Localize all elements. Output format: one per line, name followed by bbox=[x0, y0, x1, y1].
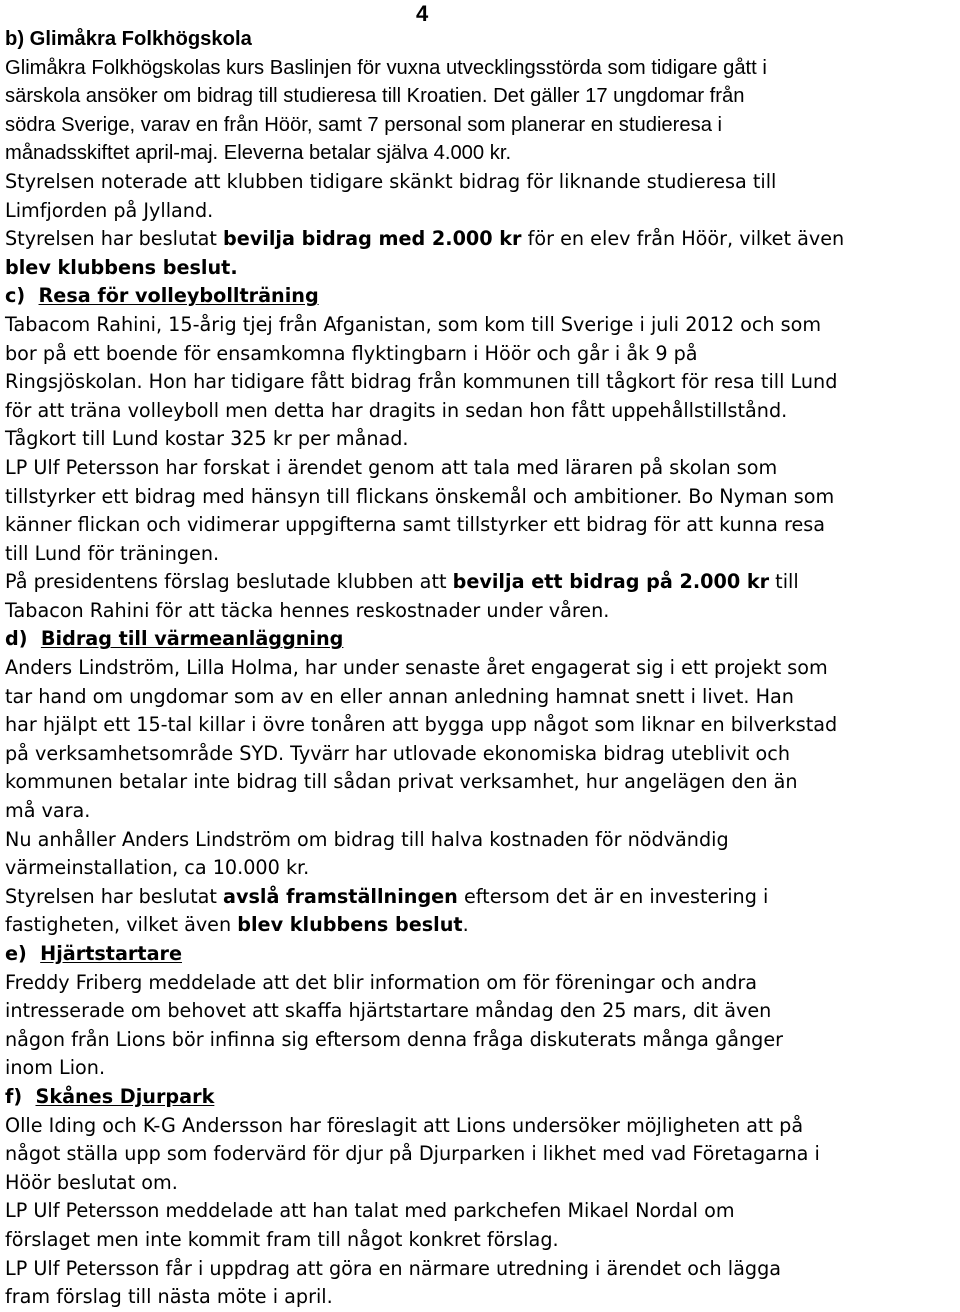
section-e-line: intresserade om behovet att skaffa hjärtstartare måndag den 25 mars, dit även bbox=[5, 999, 772, 1023]
section-c-line: till Lund för träningen. bbox=[5, 541, 220, 565]
section-b-note: Styrelsen noterade att klubben tidigare skänkt bidrag för liknande studieresa till bbox=[5, 169, 777, 193]
section-f-line: Olle Iding och K-G Andersson har föreslagit att Lions undersöker möjligheten att på bbox=[5, 1113, 804, 1137]
heading-title: Bidrag till värmeanläggning bbox=[40, 627, 344, 651]
section-c-line: känner flickan och vidimerar uppgifterna samt tillstyrker ett bidrag för att kunna resa bbox=[5, 513, 826, 537]
decision-bold: bevilja bidrag med 2.000 kr bbox=[223, 227, 522, 251]
decision-text: Styrelsen har beslutat bbox=[5, 227, 224, 251]
section-d-decision-end bbox=[5, 911, 960, 940]
heading-label: d) bbox=[5, 627, 28, 651]
section-c-line: LP Ulf Petersson har forskat i ärendet genom att tala med läraren på skolan som bbox=[5, 455, 778, 479]
section-b-line: Glimåkra Folkhögskolas kurs Baslinjen för vuxna utvecklingsstörda som tidigare gått i bbox=[5, 56, 767, 79]
heading-label: c) bbox=[5, 284, 26, 308]
section-f-line: något ställa upp som fodervärd för djur på Djurparken i likhet med vad Företagarna i bbox=[5, 1142, 820, 1166]
section-f-line: Höör beslutat om. bbox=[5, 1170, 178, 1194]
page-number: 4 bbox=[416, 1, 429, 26]
section-f-line: LP Ulf Petersson får i uppdrag att göra en närmare utredning i ärendet och lägga bbox=[5, 1256, 782, 1280]
section-b-decision bbox=[5, 225, 960, 254]
section-d-line: kommunen betalar inte bidrag till sådan privat verksamhet, hur angelägen den än bbox=[5, 770, 798, 794]
decision-bold: bevilja ett bidrag på 2.000 kr bbox=[452, 570, 770, 594]
document-body bbox=[5, 25, 960, 1312]
decision-text: till bbox=[769, 570, 799, 594]
heading-label: e) bbox=[5, 942, 27, 965]
decision-text: eftersom det är en investering i bbox=[457, 884, 769, 908]
section-d-line: tar hand om ungdomar som av en eller annan anledning hamnat snett i livet. Han bbox=[5, 684, 794, 708]
section-c-line: bor på ett boende för ensamkomna flyktingbarn i Höör och går i åk 9 på bbox=[5, 341, 698, 365]
section-c-line: Tabacom Rahini, 15-årig tjej från Afganistan, som kom till Sverige i juli 2012 och som bbox=[5, 312, 822, 336]
decision-text: fastigheten, vilket även bbox=[5, 913, 238, 937]
decision-text: . bbox=[462, 913, 469, 937]
section-b-decision-end: blev klubbens beslut. bbox=[5, 255, 238, 279]
section-c-line: Tågkort till Lund kostar 325 kr per månad. bbox=[5, 427, 409, 451]
section-f-heading bbox=[5, 1083, 960, 1112]
section-f-line: LP Ulf Petersson meddelade att han talat med parkchefen Mikael Nordal om bbox=[5, 1199, 735, 1223]
section-b-heading: b) Glimåkra Folkhögskola bbox=[5, 28, 252, 50]
section-c-line: Ringsjöskolan. Hon har tidigare fått bidrag från kommunen till tågkort för resa till Lund bbox=[5, 370, 838, 394]
decision-bold: avslå framställningen bbox=[223, 884, 458, 908]
section-e-line: inom Lion. bbox=[5, 1056, 106, 1080]
section-d-line: på verksamhetsområde SYD. Tyvärr har utlovade ekonomiska bidrag uteblivit och bbox=[5, 741, 790, 765]
heading-title: Resa för volleybollträning bbox=[38, 284, 319, 308]
heading-title: Skånes Djurpark bbox=[35, 1084, 215, 1108]
heading-label: f) bbox=[5, 1084, 23, 1108]
section-d-heading bbox=[5, 625, 960, 654]
section-b-line: särskola ansöker om bidrag till studieresa till Kroatien. Det gäller 17 ungdomar från bbox=[5, 85, 745, 108]
section-c-line: tillstyrker ett bidrag med hänsyn till flickans önskemål och ambitioner. Bo Nyman som bbox=[5, 484, 835, 508]
section-b-line: södra Sverige, varav en från Höör, samt 7 personal som planerar en studieresa i bbox=[5, 113, 723, 136]
decision-text: På presidentens förslag beslutade klubben att bbox=[5, 570, 453, 594]
section-d-line: värmeinstallation, ca 10.000 kr. bbox=[5, 856, 310, 880]
section-d-decision bbox=[5, 883, 960, 912]
heading-title: Hjärtstartare bbox=[40, 942, 182, 965]
section-d-line: Anders Lindström, Lilla Holma, har under senaste året engagerat sig i ett projekt som bbox=[5, 656, 828, 680]
section-c-line: för att träna volleyboll men detta har dragits in sedan hon fått uppehållstillstånd. bbox=[5, 398, 788, 422]
section-f-line: fram förslag till nästa möte i april. bbox=[5, 1285, 333, 1309]
section-e-heading bbox=[5, 940, 960, 969]
decision-bold: blev klubbens beslut bbox=[237, 913, 463, 937]
section-d-line: har hjälpt ett 15-tal killar i övre tonåren att bygga upp något som liknar en bilverkstad bbox=[5, 713, 838, 737]
decision-text: för en elev från Höör, vilket även bbox=[521, 227, 845, 251]
section-c-heading bbox=[5, 282, 960, 311]
decision-text: Styrelsen har beslutat bbox=[5, 884, 224, 908]
section-c-decision bbox=[5, 568, 960, 597]
section-e-line: någon från Lions bör infinna sig eftersom denna fråga diskuterats många gånger bbox=[5, 1027, 784, 1051]
section-b-line: månadsskiftet april-maj. Eleverna betalar själva 4.000 kr. bbox=[5, 142, 512, 165]
section-e-line: Freddy Friberg meddelade att det blir information om för föreningar och andra bbox=[5, 970, 758, 994]
section-f-line: förslaget men inte kommit fram till något konkret förslag. bbox=[5, 1227, 559, 1251]
section-b-note: Limfjorden på Jylland. bbox=[5, 198, 214, 222]
section-d-line: må vara. bbox=[5, 799, 91, 823]
section-d-line: Nu anhåller Anders Lindström om bidrag till halva kostnaden för nödvändig bbox=[5, 827, 729, 851]
section-c-decision-end: Tabacon Rahini för att täcka hennes reskostnader under våren. bbox=[5, 598, 610, 622]
